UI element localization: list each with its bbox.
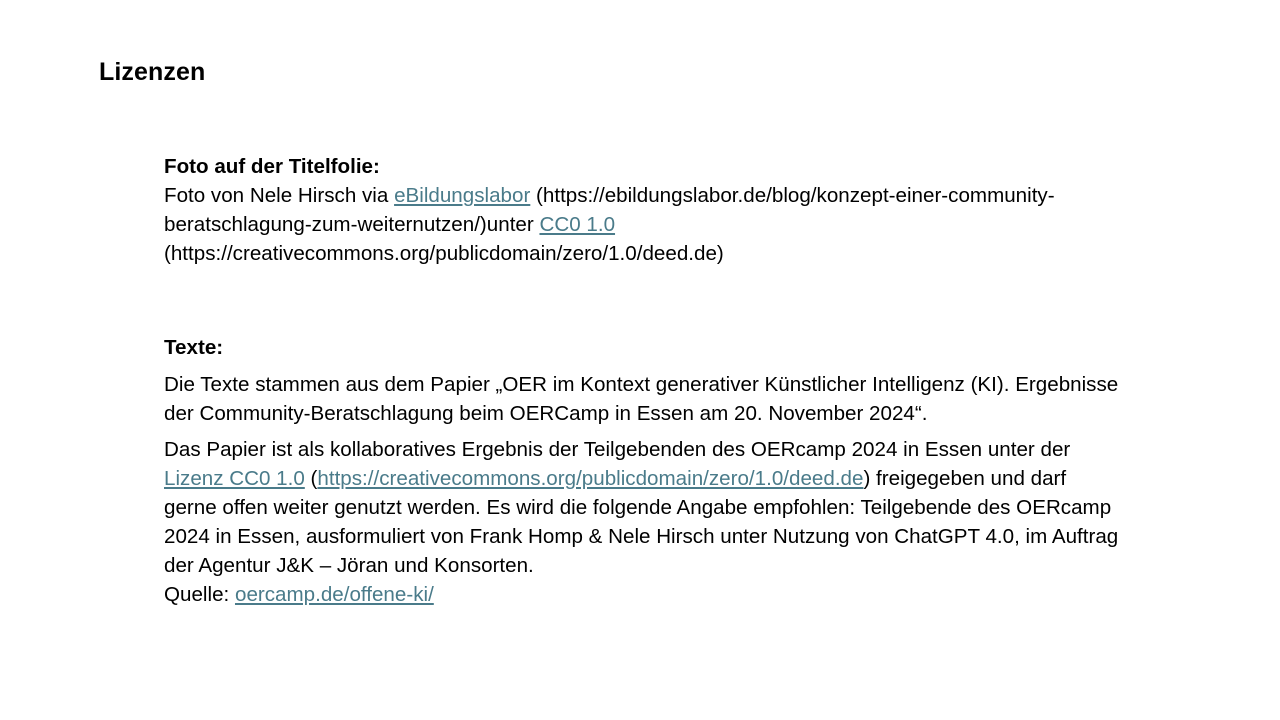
texte-paragraph-1: Die Texte stammen aus dem Papier „OER im Kontext generativer Künstlicher Intelligenz (KI). Ergebnisse der Community-Beratschlagung beim OERCamp in Essen am 20. November 2024“. xyxy=(164,373,1119,425)
oercamp-link[interactable]: oercamp.de/offene-ki/ xyxy=(234,583,434,606)
cc0-link[interactable]: CC0 1.0 xyxy=(539,213,616,236)
quelle-line xyxy=(164,580,1124,609)
foto-credit xyxy=(164,181,1124,268)
texte-heading: Texte: xyxy=(164,336,224,359)
slide-content xyxy=(164,152,1124,609)
section-texte xyxy=(164,333,1124,609)
foto-text-2: (https://ebildungslabor.de/blog/konzept-einer-community-beratschlagung-zum-weiternutzen/)unter xyxy=(164,184,1055,236)
p2-text-2: ( xyxy=(304,467,318,490)
p2-text-3: ) freigegeben und darf gerne offen weiter genutzt werden. Es wird die folgende Angabe empfohlen: Teilgebende des OERcamp 2024 in Essen, ausformuliert von Frank Homp & Nele Hirsch unter Nutzung von ChatGPT 4.0, im Auftrag der Agentur J&K – Jöran und Konsorten. xyxy=(164,467,1119,577)
section-foto xyxy=(164,152,1124,268)
lizenz-cc0-link[interactable]: Lizenz CC0 1.0 xyxy=(164,467,305,490)
p2-text-1: Das Papier ist als kollaboratives Ergebnis der Teilgebenden des OERcamp 2024 in Essen unter der xyxy=(164,438,1071,461)
foto-text-1: Foto von Nele Hirsch via xyxy=(164,184,395,207)
ebildungslabor-link[interactable]: eBildungslabor xyxy=(394,184,531,207)
slide-title: Lizenzen xyxy=(99,58,206,86)
texte-paragraph-2 xyxy=(164,435,1124,580)
quelle-label: Quelle: xyxy=(164,583,235,606)
foto-text-3: (https://creativecommons.org/publicdomain/zero/1.0/deed.de) xyxy=(164,242,724,265)
creativecommons-url-link[interactable]: https://creativecommons.org/publicdomain/zero/1.0/deed.de xyxy=(317,467,864,490)
foto-heading: Foto auf der Titelfolie: xyxy=(164,155,380,178)
